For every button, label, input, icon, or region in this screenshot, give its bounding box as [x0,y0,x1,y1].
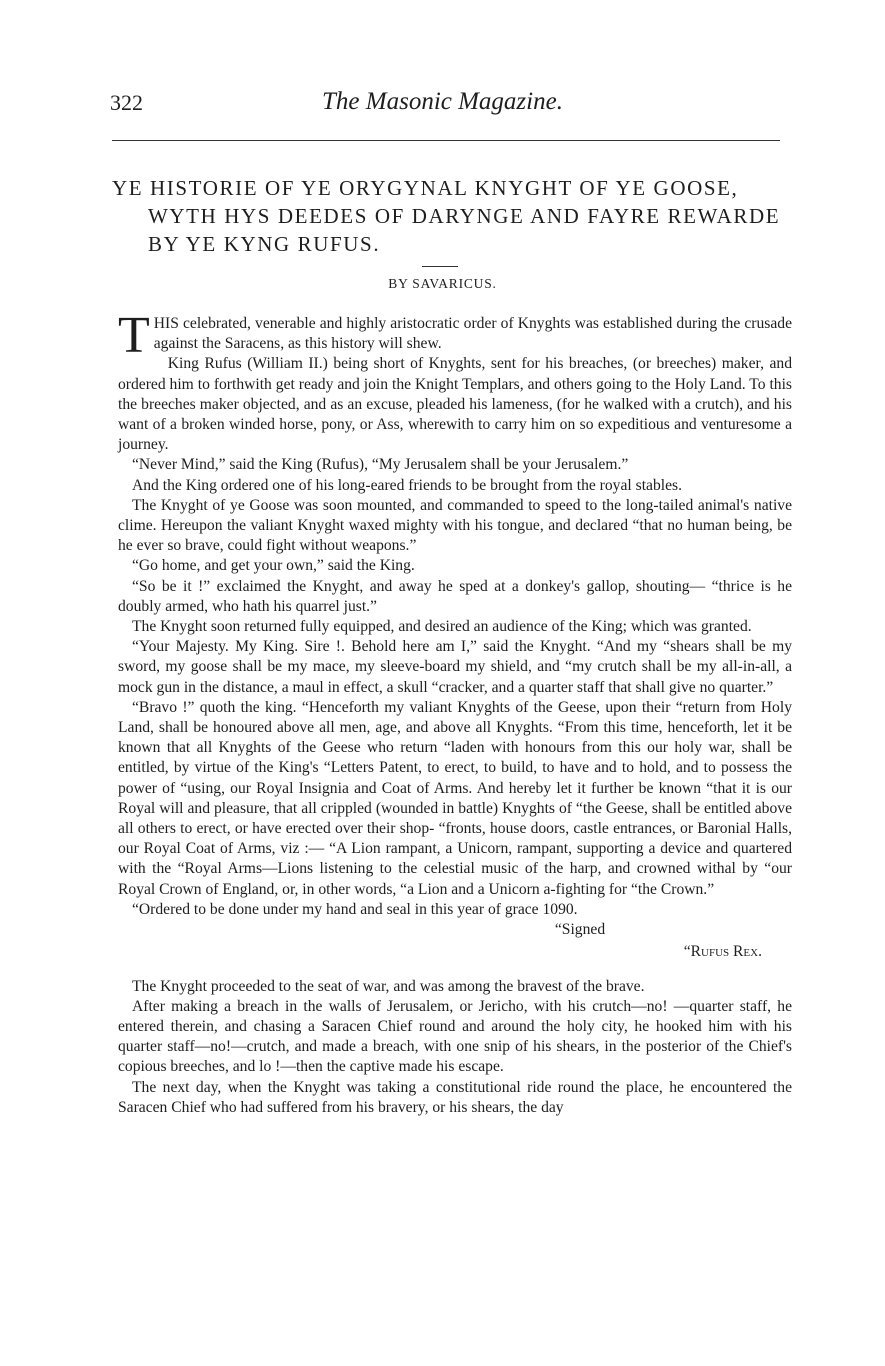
paragraph: The Knyght soon returned fully equipped, and desired an audience of the King; which was granted. [132,618,752,636]
paragraph: “Ordered to be done under my hand and seal in this year of grace 1090. [132,900,578,918]
paragraph: After making a breach in the walls of Jerusalem, or Jericho, with his crutch—no! —quarter staff, he entered therein, and chasing a Saracen Chief round and around the holy city, he hooked him with his quarter staff—no!—crutch, and made a breach, with one snip of his shears, in the posterior of the Chief's copious breeches, and lo !—then the captive made his escape. [118,997,792,1076]
paragraph: “Go home, and get your own,” said the King. [132,557,415,575]
paragraph: King Rufus (William II.) being short of Knyghts, sent for his breaches, (or breeches) maker, and ordered him to forthwith get ready and join the Knight Templars, and others going to the Holy Land. To this the breeches maker objected, and as an excuse, pleaded his lameness, (for he walked with a crutch), and his want of a broken winded horse, pony, or Ass, wherewith to carry him on so expeditious and venturesome a journey. [118,355,792,454]
title-divider [422,266,458,267]
header-rule [112,140,780,141]
paragraph: “Your Majesty. My King. Sire !. Behold here am I,” said the Knyght. “And my “shears shall be my sword, my goose shall be my mace, my sleeve-board my shield, and “my crutch shall be my all-in-all, a mock gun in the distance, a maul in effect, a skull “cracker, and a quarter staff that shall give no quarter.” [118,638,792,696]
signed-line: “Signed [554,921,606,939]
page-number: 322 [110,90,143,115]
paragraph: And the King ordered one of his long-eared friends to be brought from the royal stables. [132,476,682,494]
article-body [118,307,792,1118]
byline: BY SAVARICUS. [388,276,497,291]
article-title-line-1: YE HISTORIE OF YE ORYGYNAL KNYGHT OF YE GOOSE, [112,176,739,200]
drop-cap: T [118,307,150,364]
running-title: The Masonic Magazine. [322,88,563,115]
article-title-line-2: WYTH HYS DEEDES OF DARYNGE AND FAYRE REWARDE [148,204,781,228]
article-title-line-3: BY YE KYNG RUFUS. [148,232,381,256]
paragraph: “So be it !” exclaimed the Knyght, and away he sped at a donkey's gallop, shouting— “thrice is he doubly armed, who hath his quarrel just.” [118,577,792,615]
paragraph: The next day, when the Knyght was taking a constitutional ride round the place, he encountered the Saracen Chief who had suffered from his bravery, or his shears, the day [118,1078,792,1116]
paragraph: “Never Mind,” said the King (Rufus), “My Jerusalem shall be your Jerusalem.” [132,456,629,474]
paragraph: “Bravo !” quoth the king. “Henceforth my valiant Knyghts of the Geese, upon their “return from Holy Land, shall be honoured above all men, age, and above all Knyghts. “From this time, henceforth, let it be known that all Knyghts of the Geese who return “laden with honours from this our holy war, shall be entitled, by virtue of the King's “Letters Patent, to erect, to build, to have and to hold, and to possess the power of “using, our Royal Insignia and Coat of Arms. And hereby let it further be known “that it is our Royal will and pleasure, that all crippled (wounded in battle) Knyghts of “the Geese, shall be entitled above all others to erect, or have erected over their shop- “fronts, house doors, castle entrances, or Baronial Halls, our Royal Coat of Arms, viz :— “A Lion rampant, a Unicorn, rampant, supporting a device and quartered with the “Royal Arms—Lions listening to the celestial music of the harp, and crowned withal by “our Royal Crown of England, or, in other words, “a Lion and a Unicorn a-fighting for “the Crown.” [118,698,792,898]
paragraph: The Knyght of ye Goose was soon mounted, and commanded to speed to the long-tailed animal's native clime. Hereupon the valiant Knyght waxed mighty with his tongue, and declared “that no human being, be he ever so brave, could fight without weapons.” [118,496,792,555]
signature: “Rufus Rex. [683,943,762,961]
paragraph: The Knyght proceeded to the seat of war, and was among the bravest of the brave. [132,977,645,995]
section-gap [118,963,792,977]
paragraph: THIS celebrated, venerable and highly aristocratic order of Knyghts was established during the crusade against the Saracens, as this history will shew. [118,307,792,364]
